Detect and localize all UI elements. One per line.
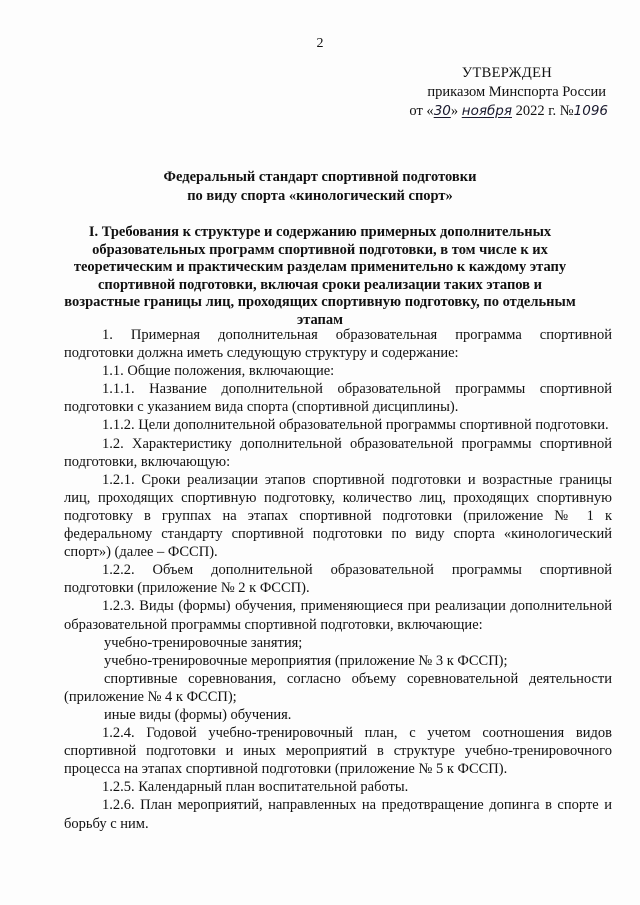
paragraph-1-1: 1.1. Общие положения, включающие: — [102, 363, 335, 380]
title-line-2: по виду спорта «кинологический спорт» — [187, 188, 453, 204]
paragraph-1-2-6: 1.2.6. План мероприятий, направленных на предотвращение допинга в спорте и борьбу с ним. — [64, 797, 612, 832]
date-prefix: от « — [409, 103, 434, 119]
handwritten-order-number: 1096 — [573, 103, 608, 119]
title-line-1: Федеральный стандарт спортивной подготовки — [163, 169, 477, 185]
order-date-line — [358, 102, 608, 121]
approval-stamp — [358, 64, 608, 121]
list-item-other-forms: иные виды (формы) обучения. — [104, 706, 292, 723]
paragraph-1-2-2: 1.2.2. Объем дополнительной образовательной программы спортивной подготовки (приложение № 2 к ФССП). — [64, 562, 612, 597]
paragraph-1-2-5: 1.2.5. Календарный план воспитательной работы. — [102, 779, 409, 796]
list-item-training-events: учебно-тренировочные мероприятия (приложение № 3 к ФССП); — [104, 652, 508, 669]
document-title — [62, 168, 578, 206]
date-mid: » — [450, 103, 462, 119]
paragraph-1-1-1: 1.1.1. Название дополнительной образовательной программы спортивной подготовки с указанием вида спорта (спортивной дисциплины). — [64, 381, 612, 416]
document-body — [64, 326, 612, 833]
order-label: приказом Минспорта России — [427, 84, 606, 100]
paragraph-1: 1. Примерная дополнительная образовательная программа спортивной подготовки должна иметь следующую структуру и содержание: — [64, 327, 612, 362]
year-label: 2022 г. № — [511, 103, 574, 119]
paragraph-1-1-2: 1.1.2. Цели дополнительной образовательной программы спортивной подготовки. — [102, 417, 609, 434]
list-item-competitions: спортивные соревнования, согласно объему соревновательной деятельности (приложение № 4 к ФССП); — [64, 670, 612, 705]
list-item-training-sessions: учебно-тренировочные занятия; — [104, 634, 303, 651]
section-heading: I. Требования к структуре и содержанию примерных дополнительных образовательных программ спортивной подготовки, в том числе к их теоретическим и практическим разделам применительно к каждому этапу спортивной подготовки, включая сроки реализации таких этапов и возрастные границы лиц, проходящих спортивную подготовку, по отдельным этапам — [64, 224, 576, 328]
handwritten-month: ноября — [461, 103, 512, 119]
approved-label: УТВЕРЖДЕН — [461, 65, 552, 81]
paragraph-1-2-3: 1.2.3. Виды (формы) обучения, применяющиеся при реализации дополнительной образовательной программы спортивной подготовки, включающие: — [64, 598, 612, 633]
paragraph-1-2-4: 1.2.4. Годовой учебно-тренировочный план, с учетом соотношения видов спортивной подготовки и иных мероприятий в структуре учебно-тренировочного процесса на этапах спортивной подготовки (приложение № 5 к ФССП). — [64, 725, 612, 778]
handwritten-day: 30 — [433, 103, 451, 119]
paragraph-1-2: 1.2. Характеристику дополнительной образовательной программы спортивной подготовки, включающую: — [64, 435, 612, 470]
page-number: 2 — [316, 36, 324, 51]
paragraph-1-2-1: 1.2.1. Сроки реализации этапов спортивной подготовки и возрастные границы лиц, проходящих спортивную подготовку, количество лиц, проходящих спортивную подготовку в группах на этапах спортивной подготовки (приложение № 1 к федеральному стандарту спортивной подготовки по виду спорта «кинологический спорт») (далее – ФССП). — [64, 471, 612, 561]
